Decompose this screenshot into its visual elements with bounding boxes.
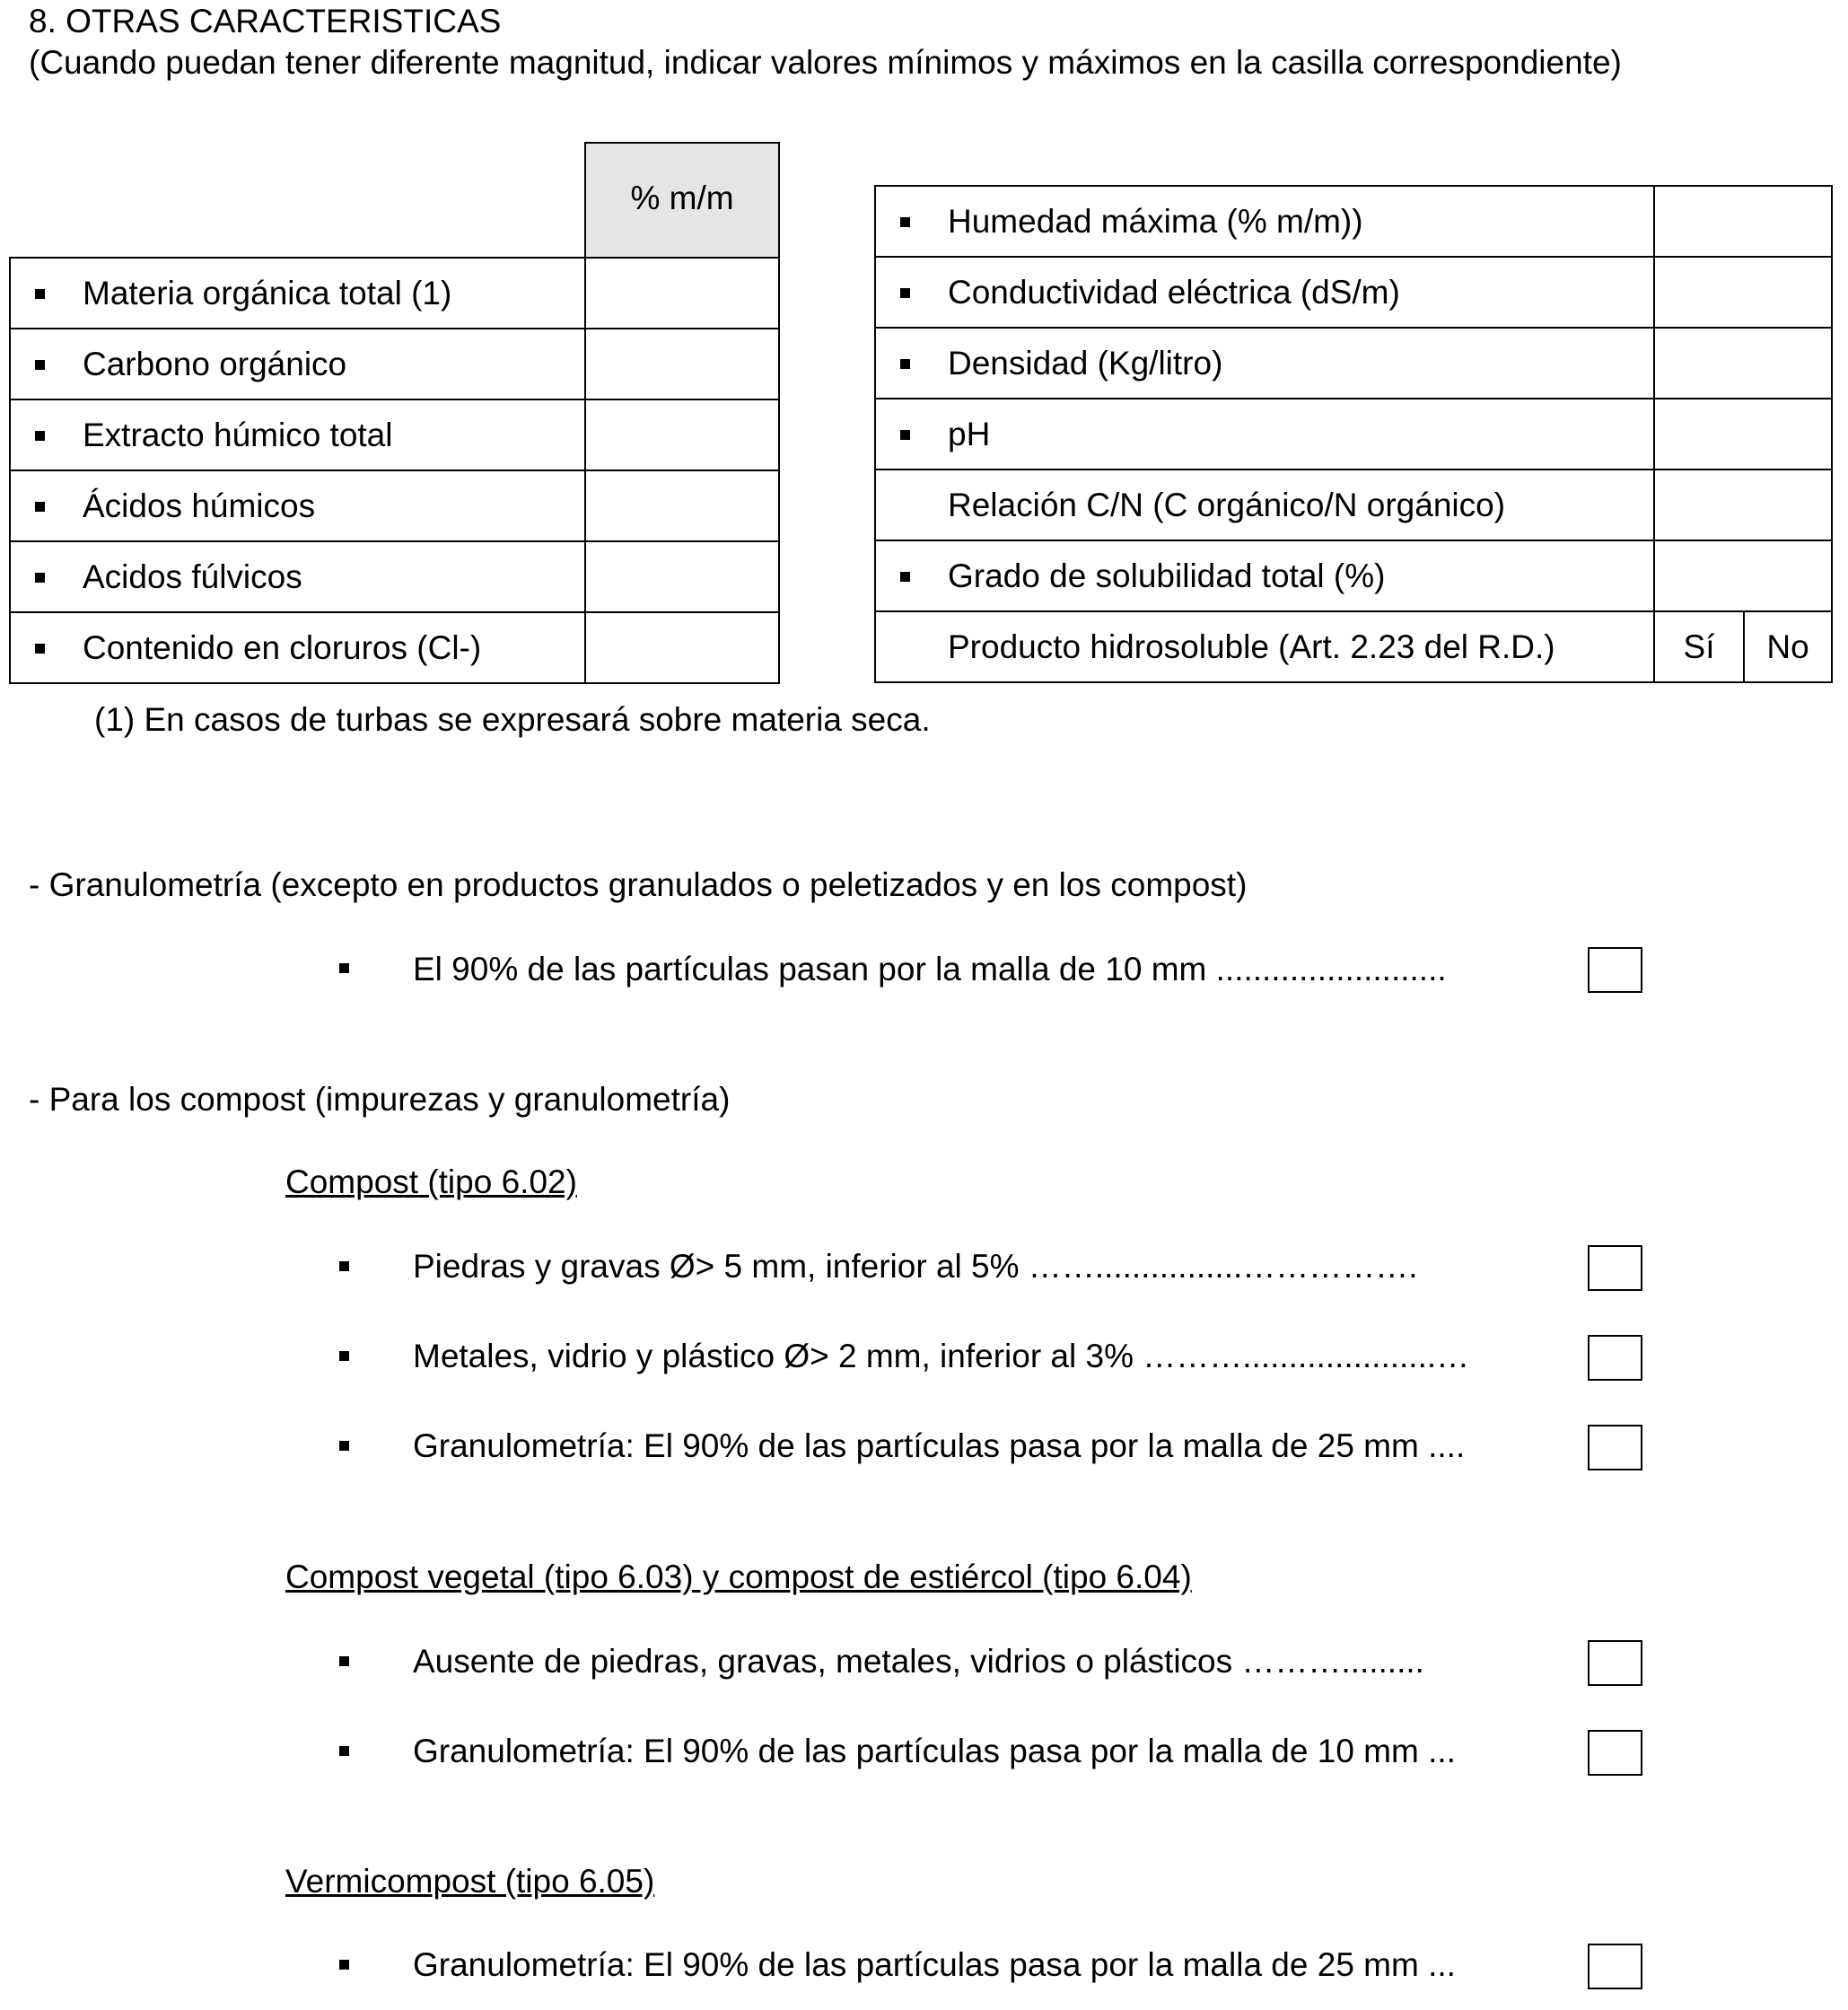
footnote: (1) En casos de turbas se expresará sobre materia seca. [94,701,931,738]
bullet-icon [900,217,910,227]
row-label: Extracto húmico total [83,416,393,453]
value-cell[interactable] [1654,399,1832,470]
bullet-icon [35,502,45,512]
table-row [875,257,1832,328]
row-label: pH [948,415,991,452]
table-row [10,399,779,470]
bullet-icon [900,359,910,369]
table-row [875,328,1832,399]
value-cell[interactable] [585,612,779,683]
table-row [10,258,779,329]
bullet-icon [35,644,45,654]
compost-603-absent-checkbox[interactable] [1588,1640,1642,1686]
compost-602-item-granulometry: Granulometría: El 90% de las partículas pasa por la malla de 25 mm .... [413,1427,1466,1464]
bullet-icon [339,1351,349,1361]
table-row [875,611,1832,682]
compost-602-stones-checkbox[interactable] [1588,1245,1642,1291]
section-subtitle: (Cuando puedan tener diferente magnitud, indicar valores mínimos y máximos en la casilla correspondiente) [29,44,1622,81]
value-cell[interactable] [585,399,779,470]
bullet-icon [35,431,45,441]
bullet-icon [339,1656,349,1666]
compost-603-item-absent: Ausente de piedras, gravas, metales, vidrios o plásticos ………......... [413,1643,1424,1680]
left-characteristics-table [9,142,780,684]
row-label: Contenido en cloruros (Cl-) [83,628,482,666]
granulometria-item: El 90% de las partículas pasan por la malla de 10 mm ......................... [413,951,1447,987]
value-cell[interactable] [585,541,779,612]
compost-602-item-metals: Metales, vidrio y plástico Ø> 2 mm, inferior al 3% ……….....................… [413,1338,1470,1374]
bullet-icon [339,1261,349,1271]
row-label: Humedad máxima (% m/m)) [948,202,1363,240]
value-cell[interactable] [1654,470,1832,540]
table-row [875,186,1832,257]
table-row [10,329,779,399]
yes-option[interactable]: Sí [1654,611,1744,682]
row-label: Conductividad eléctrica (dS/m) [948,273,1400,311]
bullet-icon [339,1441,349,1451]
compost-603-604-title: Compost vegetal (tipo 6.03) y compost de estiércol (tipo 6.04) [285,1558,1192,1595]
no-option[interactable]: No [1744,611,1832,682]
value-cell[interactable] [585,470,779,541]
compost-heading: - Para los compost (impurezas y granulometría) [29,1081,731,1118]
section-title: 8. OTRAS CARACTERISTICAS [29,3,502,39]
vermicompost-title: Vermicompost (tipo 6.05) [285,1863,655,1900]
row-label: Carbono orgánico [83,345,347,382]
table-row [875,470,1832,540]
bullet-icon [35,289,45,299]
row-label: Grado de solubilidad total (%) [948,557,1386,594]
row-label: Ácidos húmicos [83,487,316,524]
compost-602-title: Compost (tipo 6.02) [285,1163,577,1200]
granulometria-heading: - Granulometría (excepto en productos granulados o peletizados y en los compost) [29,866,1248,903]
table-row [10,470,779,541]
table-row [875,540,1832,611]
table-row [875,399,1832,470]
bullet-icon [900,288,910,298]
value-cell[interactable] [1654,257,1832,328]
unit-header: % m/m [585,143,779,258]
compost-602-metals-checkbox[interactable] [1588,1335,1642,1381]
bullet-icon [35,360,45,370]
row-label: Producto hidrosoluble (Art. 2.23 del R.D.) [948,628,1555,665]
bullet-icon [900,430,910,440]
value-cell[interactable] [585,329,779,399]
bullet-icon [339,963,349,973]
compost-602-item-stones: Piedras y gravas Ø> 5 mm, inferior al 5% ……................……………. [413,1248,1418,1285]
row-label: Materia orgánica total (1) [83,274,452,312]
bullet-icon [339,1960,349,1970]
compost-602-granulometry-checkbox[interactable] [1588,1425,1642,1470]
bullet-icon [900,572,910,582]
vermicompost-granulometry-checkbox[interactable] [1588,1944,1642,1989]
compost-603-granulometry-checkbox[interactable] [1588,1730,1642,1776]
value-cell[interactable] [585,258,779,329]
row-label: Densidad (Kg/litro) [948,344,1223,382]
table-row [10,541,779,612]
bullet-icon [35,573,45,583]
value-cell[interactable] [1654,186,1832,257]
granulometria-checkbox[interactable] [1588,947,1642,993]
table-row [10,612,779,683]
vermicompost-item-granulometry: Granulometría: El 90% de las partículas pasa por la malla de 25 mm ... [413,1946,1456,1983]
bullet-icon [339,1746,349,1756]
right-characteristics-table [874,185,1833,683]
compost-603-item-granulometry: Granulometría: El 90% de las partículas pasa por la malla de 10 mm ... [413,1733,1456,1769]
row-label: Acidos fúlvicos [83,557,302,595]
value-cell[interactable] [1654,328,1832,399]
row-label: Relación C/N (C orgánico/N orgánico) [948,486,1506,523]
value-cell[interactable] [1654,540,1832,611]
